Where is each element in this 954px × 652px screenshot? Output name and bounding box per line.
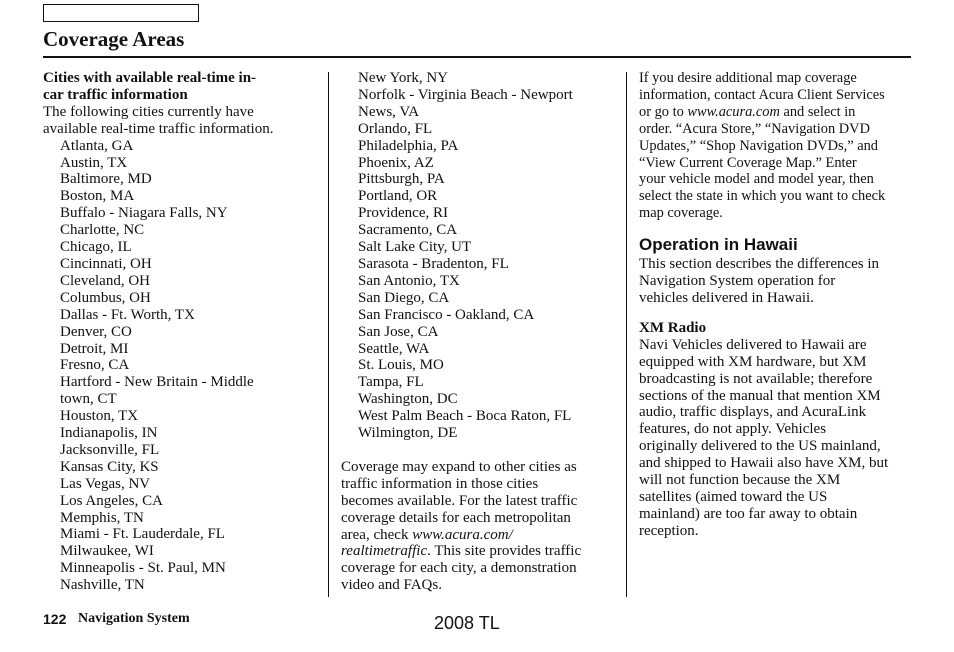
spacer — [341, 442, 613, 459]
city-item: Orlando, FL — [358, 120, 433, 137]
realtime-traffic-link-cont[interactable]: realtimetraffic — [341, 543, 428, 560]
city-item: Salt Lake City, UT — [358, 239, 472, 256]
column-divider-1 — [328, 72, 329, 597]
city-item: Las Vegas, NV — [60, 475, 151, 492]
page-title: Coverage Areas — [43, 27, 185, 51]
city-item: Baltimore, MD — [60, 171, 152, 188]
city-item: Charlotte, NC — [60, 222, 145, 239]
hawaii-heading: Operation in Hawaii — [639, 235, 798, 255]
city-item: Memphis, TN — [60, 509, 144, 526]
city-item: Tampa, FL — [358, 374, 424, 391]
city-item: San Diego, CA — [358, 289, 450, 306]
city-item: New York, NY — [358, 70, 449, 86]
column-2 — [341, 70, 613, 594]
map-coverage-paragraph: If you desire additional map coverage information, contact Acura Client Services or go to www.acura.com and select in order. “Acura Store,” “Navigation DVD Updates,” “Shop Navigation DVDs,” and “View Current Coverage Map.” Enter your vehicle model and model year, then select the state in which you want to check map coverage. — [639, 70, 886, 222]
city-list-b — [341, 70, 613, 442]
title-rule — [43, 56, 911, 58]
city-item: San Antonio, TX — [358, 272, 460, 289]
city-item: Portland, OR — [358, 188, 438, 205]
column-3 — [639, 70, 911, 540]
city-item: Philadelphia, PA — [358, 137, 459, 154]
acura-site-link[interactable]: www.acura.com — [687, 103, 780, 120]
city-item-norfolk-cont: News, VA — [358, 103, 420, 120]
column-divider-2 — [626, 72, 627, 597]
city-item: Washington, DC — [358, 391, 458, 408]
city-item: Miami - Ft. Lauderdale, FL — [60, 526, 225, 543]
city-item: Chicago, IL — [60, 239, 132, 256]
city-item: Providence, RI — [358, 205, 448, 222]
city-item: Boston, MA — [60, 188, 135, 205]
city-item: West Palm Beach - Boca Raton, FL — [358, 408, 572, 425]
city-item: Sacramento, CA — [358, 222, 458, 239]
city-item: Austin, TX — [60, 154, 128, 171]
city-item-norfolk: Norfolk - Virginia Beach - Newport — [358, 86, 573, 103]
city-item: Sarasota - Bradenton, FL — [358, 255, 509, 272]
page-number: 122 — [43, 611, 67, 627]
city-item-hartford: Hartford - New Britain - Middle — [60, 374, 254, 391]
city-item: Denver, CO — [60, 323, 132, 340]
city-item: Buffalo - Niagara Falls, NY — [60, 205, 228, 222]
city-list-a — [43, 138, 313, 594]
city-item: St. Louis, MO — [358, 357, 444, 374]
city-item: Columbus, OH — [60, 289, 151, 306]
city-item: Phoenix, AZ — [358, 154, 434, 171]
xm-radio-heading: XM Radio — [639, 319, 707, 336]
xm-radio-paragraph: Navi Vehicles delivered to Hawaii are equipped with XM hardware, but XM broadcasting is not available; therefore sections of the manual that mention XM audio, traffic displays, and AcuraLink features, do not apply. Vehicles originally delivered to the US mainland, and shipped to Hawaii also have XM, but will not function because the XM satellites (aimed toward the US mainland) are too far away to obtain reception. — [639, 336, 889, 539]
city-item: Cincinnati, OH — [60, 255, 152, 272]
city-item: Nashville, TN — [60, 577, 145, 594]
city-item: San Francisco - Oakland, CA — [358, 306, 535, 323]
city-item: Fresno, CA — [60, 357, 130, 374]
city-item: Los Angeles, CA — [60, 492, 163, 509]
traffic-cities-heading: Cities with available real-time in- car traffic information — [43, 70, 257, 103]
city-item: Minneapolis - St. Paul, MN — [60, 560, 226, 577]
city-item-hartford-cont: town, CT — [60, 391, 117, 408]
hawaii-paragraph: This section describes the differences in Navigation System operation for vehicles delivered in Hawaii. — [639, 256, 880, 306]
header-tab-box — [43, 4, 199, 22]
footer-model-label: 2008 TL — [434, 613, 500, 633]
realtime-traffic-link[interactable]: www.acura.com/ — [412, 526, 513, 543]
city-item: Indianapolis, IN — [60, 425, 158, 442]
city-item: Atlanta, GA — [60, 137, 134, 154]
city-item: Wilmington, DE — [358, 425, 458, 442]
city-item: Milwaukee, WI — [60, 543, 154, 560]
city-item: Dallas - Ft. Worth, TX — [60, 306, 195, 323]
footer-section-label: Navigation System — [78, 611, 190, 626]
city-item: Kansas City, KS — [60, 458, 159, 475]
city-item: San Jose, CA — [358, 323, 439, 340]
column-1 — [43, 70, 313, 594]
city-item: Detroit, MI — [60, 340, 129, 357]
traffic-intro: The following cities currently have available real-time traffic information. — [43, 103, 274, 137]
city-item: Seattle, WA — [358, 340, 430, 357]
city-item: Houston, TX — [60, 408, 139, 425]
coverage-paragraph: Coverage may expand to other cities as traffic information in those cities becomes available. For the latest traffic coverage details for each metropolitan area, check www.acura.com/ realtimetraffic. This site provides traffic coverage for each city, a demonstration video and FAQs. — [341, 458, 582, 594]
city-item: Pittsburgh, PA — [358, 171, 445, 188]
city-item: Cleveland, OH — [60, 272, 150, 289]
city-item: Jacksonville, FL — [60, 441, 160, 458]
